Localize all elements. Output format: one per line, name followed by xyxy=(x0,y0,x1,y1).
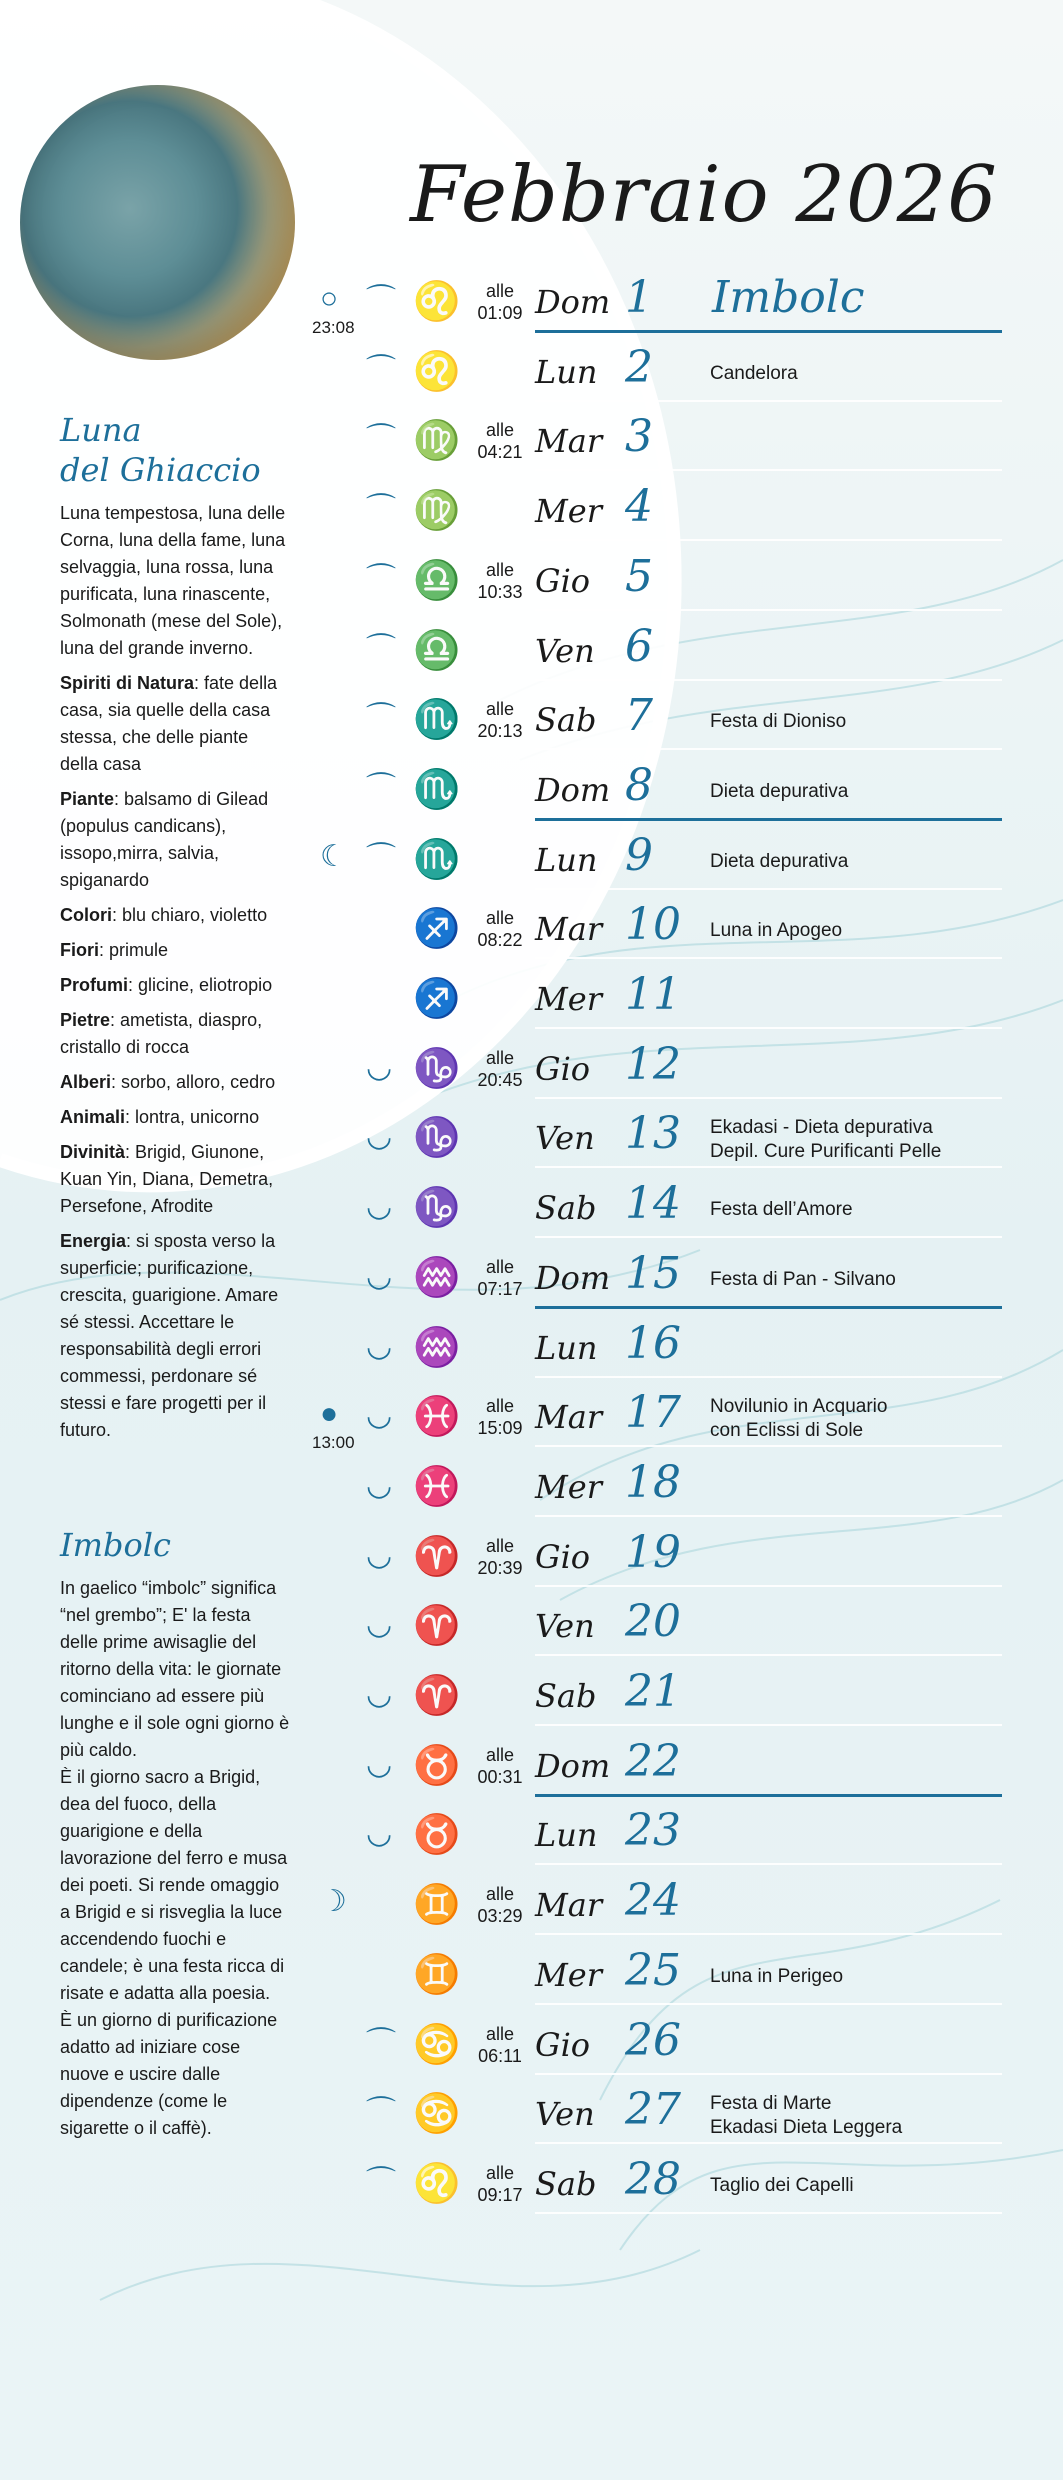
time-value: 08:22 xyxy=(477,930,523,951)
moon-waxing-arc-icon: ⌒ xyxy=(366,2165,396,2199)
weekday-label: Lun xyxy=(535,1328,598,1367)
time-value: 06:11 xyxy=(478,2045,522,2066)
attribute-value: : ametista, diaspro, cristallo di rocca xyxy=(60,1010,263,1057)
pisces-icon: ♓ xyxy=(413,1465,461,1508)
moon-waxing-arc-icon: ◡ xyxy=(366,1817,393,1851)
moon-waxing-arc-icon: ◡ xyxy=(366,1747,393,1781)
new-moon-icon: ● xyxy=(320,1397,339,1431)
moon-phase-time: 13:00 xyxy=(312,1433,355,1453)
day-number: 24 xyxy=(625,1875,681,1927)
weekday-label: Gio xyxy=(535,1537,591,1576)
attribute-label: Profumi xyxy=(60,975,129,995)
attribute-value: : primule xyxy=(99,940,169,960)
attribute-value: : glicine, eliotropio xyxy=(128,975,273,995)
event-line: Depil. Cure Purificanti Pelle xyxy=(710,1141,942,1163)
day-event xyxy=(710,1965,843,1989)
weekday-label: Dom xyxy=(535,1258,611,1297)
pisces-icon: ♓ xyxy=(413,1396,461,1439)
alle-label: alle xyxy=(485,2162,515,2183)
weekday-label: Lun xyxy=(535,1816,598,1855)
time-value: 20:39 xyxy=(477,1557,523,1578)
calendar-row xyxy=(0,1805,1063,1865)
calendar-row xyxy=(0,2084,1063,2144)
day-event xyxy=(710,780,848,804)
calendar-row xyxy=(0,830,1063,890)
day-number: 3 xyxy=(625,411,653,463)
moon-intro: Luna tempestosa, luna delle Corna, luna della fame, luna selvaggia, luna rossa, luna purificata, luna rinascente, Solmonath (mese del Sole), luna del grande inverno. xyxy=(60,503,286,658)
libra-icon: ♎ xyxy=(413,559,461,602)
moon-waxing-arc-icon: ⌒ xyxy=(366,562,396,596)
event-line: Luna in Perigeo xyxy=(710,1965,844,1987)
moon-waxing-arc-icon: ⌒ xyxy=(366,353,396,387)
moon-waxing-arc-icon: ⌒ xyxy=(366,841,396,875)
alle-label: alle xyxy=(485,1256,515,1277)
time-value: 10:33 xyxy=(477,581,523,602)
weekday-label: Lun xyxy=(535,352,598,391)
event-line: Luna in Apogeo xyxy=(710,920,843,942)
day-number: 1 xyxy=(625,272,653,323)
day-number: 6 xyxy=(625,620,653,672)
alle-label: alle xyxy=(485,420,515,441)
time-value: 04:21 xyxy=(477,442,523,463)
weekday-label: Mer xyxy=(535,492,602,531)
alle-label: alle xyxy=(485,1744,515,1765)
weekday-label: Mer xyxy=(535,1467,602,1506)
weekday-label: Mar xyxy=(535,910,603,949)
sign-change-time xyxy=(470,280,530,324)
attribute-value: : lontra, unicorno xyxy=(125,1107,260,1127)
moon-waxing-arc-icon: ⌒ xyxy=(366,493,396,527)
imbolc-paragraph: In gaelico “imbolc” significa “nel grembo”; E' la festa delle prime awisaglie del ritorno della vita: le giornate cominciano ad essere più lunghe e il sole ogni giorno è più caldo. xyxy=(60,1578,290,1760)
calendar-row xyxy=(0,1387,1063,1453)
calendar-row xyxy=(0,760,1063,820)
sagittarius-icon: ♐ xyxy=(413,978,461,1020)
day-number: 22 xyxy=(625,1735,681,1787)
calendar-row xyxy=(0,1527,1063,1587)
time-value: 20:45 xyxy=(477,1069,523,1090)
day-number: 25 xyxy=(625,1944,681,1996)
sign-change-time xyxy=(470,907,530,951)
day-number: 18 xyxy=(625,1456,681,1508)
day-number: 14 xyxy=(625,1178,681,1230)
attribute-label: Fiori xyxy=(60,940,99,960)
calendar-row xyxy=(0,1108,1063,1168)
weekday-label: Sab xyxy=(535,1677,597,1715)
moon-waxing-arc-icon: ⌒ xyxy=(366,284,396,317)
alle-label: alle xyxy=(485,699,515,720)
scorpio-icon: ♏ xyxy=(413,699,461,742)
day-number: 28 xyxy=(625,2153,681,2205)
calendar-row xyxy=(0,2015,1063,2075)
virgo-icon: ♍ xyxy=(413,490,461,533)
time-value: 00:31 xyxy=(477,1766,523,1787)
day-number: 5 xyxy=(625,550,653,602)
moon-waxing-arc-icon: ◡ xyxy=(366,1259,393,1293)
sign-change-time xyxy=(470,2023,530,2067)
day-number: 2 xyxy=(625,341,653,393)
day-event xyxy=(710,2174,854,2198)
day-number: 8 xyxy=(625,759,653,811)
attribute-value: : blu chiaro, violetto xyxy=(112,905,268,925)
weekday-label: Gio xyxy=(535,2025,591,2064)
weekday-label: Lun xyxy=(535,840,598,879)
attribute-value: : si sposta verso la superficie; purificazione, crescita, guarigione. Amare sé stessi. Accettare le responsabilità degli errori commessi, perdonare sé stessi e fare progetti per il futuro. xyxy=(60,1231,279,1440)
sagittarius-icon: ♐ xyxy=(413,908,461,951)
day-number: 12 xyxy=(625,1038,681,1090)
day-event xyxy=(710,1116,941,1164)
attribute-label: Colori xyxy=(60,905,112,925)
day-number: 27 xyxy=(625,2084,681,2136)
weekday-label: Ven xyxy=(535,2095,595,2134)
moon-waxing-arc-icon: ⌒ xyxy=(366,2096,396,2130)
day-number: 21 xyxy=(625,1666,681,1717)
calendar-row xyxy=(0,1039,1063,1099)
event-line: Taglio dei Capelli xyxy=(710,2174,854,2196)
alle-label: alle xyxy=(485,1884,515,1905)
calendar-row xyxy=(0,1457,1063,1517)
day-number: 20 xyxy=(625,1596,681,1648)
attribute-label: Energia xyxy=(60,1231,127,1251)
aries-icon: ♈ xyxy=(413,1535,461,1578)
weekday-label: Mar xyxy=(535,1886,603,1925)
scorpio-icon: ♏ xyxy=(413,768,461,811)
weekday-label: Mar xyxy=(535,422,603,461)
scorpio-icon: ♏ xyxy=(413,838,461,881)
event-line: Festa di Marte xyxy=(710,2093,832,2115)
day-event xyxy=(710,362,798,386)
calendar-row xyxy=(0,621,1063,681)
sign-change-time xyxy=(470,1535,530,1579)
sign-change-time xyxy=(470,419,530,463)
moon-name-heading: Luna del Ghiaccio xyxy=(60,411,261,489)
calendar-row xyxy=(0,1945,1063,2005)
moon-waxing-arc-icon: ◡ xyxy=(366,1399,393,1433)
day-event xyxy=(710,1268,896,1292)
moon-waxing-arc-icon: ⌒ xyxy=(366,632,396,666)
weekday-label: Sab xyxy=(535,701,597,740)
weekday-label: Mer xyxy=(535,980,602,1018)
day-event xyxy=(710,710,846,734)
sign-change-time xyxy=(470,1744,530,1788)
attribute-value: : balsamo di Gilead (populus candicans), issopo,mirra, salvia, spiganardo xyxy=(60,789,269,890)
leo-icon: ♌ xyxy=(413,281,461,323)
weekday-label: Dom xyxy=(535,283,611,321)
virgo-icon: ♍ xyxy=(413,420,461,463)
aquarius-icon: ♒ xyxy=(413,1326,461,1369)
time-value: 20:13 xyxy=(477,721,523,742)
weekday-label: Dom xyxy=(535,770,611,809)
gemini-icon: ♊ xyxy=(413,1953,461,1996)
moon-waxing-arc-icon: ◡ xyxy=(366,1608,393,1642)
event-line: Festa di Dioniso xyxy=(710,711,847,733)
moon-waxing-arc-icon: ◡ xyxy=(366,1050,393,1084)
sign-change-time xyxy=(470,1047,530,1091)
attribute-value: : fate della casa, sia quelle della casa stessa, che delle piante della casa xyxy=(60,673,278,774)
attribute-label: Piante xyxy=(60,789,115,809)
aquarius-icon: ♒ xyxy=(413,1256,461,1299)
event-line: Dieta depurativa xyxy=(710,780,849,802)
last-quarter-icon: ☾ xyxy=(320,839,347,873)
moon-waxing-arc-icon: ⌒ xyxy=(366,771,396,805)
moon-waxing-arc-icon: ◡ xyxy=(366,1678,393,1711)
moon-waxing-arc-icon: ⌒ xyxy=(366,423,396,457)
event-line: Candelora xyxy=(710,362,798,384)
day-event xyxy=(710,919,842,943)
calendar-row xyxy=(0,272,1063,337)
weekday-label: Sab xyxy=(535,2164,597,2203)
day-event xyxy=(710,1395,887,1443)
time-value: 07:17 xyxy=(477,1278,523,1299)
capricorn-icon: ♑ xyxy=(413,1187,461,1230)
festival-name: Imbolc xyxy=(712,272,865,323)
event-line: Ekadasi Dieta Leggera xyxy=(710,2117,903,2139)
day-number: 9 xyxy=(625,829,653,881)
leo-icon: ♌ xyxy=(413,2162,461,2205)
attribute-label: Spiriti di Natura xyxy=(60,673,195,693)
attribute-label: Animali xyxy=(60,1107,126,1127)
weekday-label: Gio xyxy=(535,561,591,600)
event-line: Ekadasi - Dieta depurativa xyxy=(710,1117,933,1139)
day-number: 19 xyxy=(625,1526,681,1578)
moon-waxing-arc-icon: ◡ xyxy=(366,1468,393,1502)
taurus-icon: ♉ xyxy=(413,1814,461,1857)
moon-waxing-arc-icon: ◡ xyxy=(366,1538,393,1572)
moon-waxing-arc-icon: ◡ xyxy=(366,1190,393,1224)
alle-label: alle xyxy=(485,908,515,929)
calendar-row xyxy=(0,481,1063,541)
alle-label: alle xyxy=(485,281,515,301)
day-event xyxy=(710,2092,902,2140)
time-value: 01:09 xyxy=(477,303,523,323)
alle-label: alle xyxy=(485,1047,515,1068)
capricorn-icon: ♑ xyxy=(413,1117,461,1160)
sign-change-time xyxy=(470,2162,530,2206)
leo-icon: ♌ xyxy=(413,350,461,393)
calendar-row xyxy=(0,2154,1063,2214)
first-quarter-icon: ☽ xyxy=(320,1885,347,1919)
calendar-row xyxy=(0,1178,1063,1238)
alle-label: alle xyxy=(485,1535,515,1556)
weekday-label: Ven xyxy=(535,1119,595,1158)
imbolc-paragraph: È il giorno sacro a Brigid, dea del fuoco, della guarigione e della lavorazione del ferro e musa dei poeti. Si rende omaggio a Brigid e si risveglia la luce accendendo fuochi e candele; è una festa ricca di risate e adatta alla poesia. xyxy=(60,1767,288,2003)
attribute-label: Pietre xyxy=(60,1010,111,1030)
full-moon-icon: ○ xyxy=(320,282,339,315)
calendar-row xyxy=(0,1736,1063,1796)
day-number: 7 xyxy=(625,690,653,742)
day-number: 23 xyxy=(625,1805,681,1857)
imbolc-paragraph: È un giorno di purificazione adatto ad iniziare cose nuove e uscire dalle dipendenze (come le sigarette o il caffè). xyxy=(60,2010,278,2138)
calendar-row xyxy=(0,969,1063,1029)
aries-icon: ♈ xyxy=(413,1605,461,1648)
day-event xyxy=(710,850,848,874)
sign-change-time xyxy=(470,559,530,603)
weekday-label: Mer xyxy=(535,1955,602,1994)
day-event xyxy=(710,1198,853,1222)
weekday-label: Gio xyxy=(535,1049,591,1088)
calendar-row xyxy=(0,411,1063,471)
moon-waxing-arc-icon: ◡ xyxy=(366,1329,393,1363)
weekday-label: Dom xyxy=(535,1746,611,1785)
weekday-label: Ven xyxy=(535,1607,595,1646)
weekday-label: Mar xyxy=(535,1398,603,1437)
moon-waxing-arc-icon: ⌒ xyxy=(366,2026,396,2060)
calendar-row xyxy=(0,899,1063,959)
imbolc-heading: Imbolc xyxy=(60,1526,171,1564)
calendar-row xyxy=(0,1596,1063,1656)
time-value: 09:17 xyxy=(477,2184,523,2205)
page-title: Febbraio 2026 xyxy=(410,150,998,240)
event-line: Novilunio in Acquario xyxy=(710,1396,888,1418)
day-number: 4 xyxy=(625,481,653,533)
cancer-icon: ♋ xyxy=(413,2093,461,2136)
day-number: 26 xyxy=(625,2014,681,2066)
moon-phase-time: 23:08 xyxy=(312,318,355,337)
sign-change-time xyxy=(470,698,530,742)
calendar-row xyxy=(0,690,1063,750)
attribute-label: Divinità xyxy=(60,1142,126,1162)
time-value: 15:09 xyxy=(477,1418,523,1439)
capricorn-icon: ♑ xyxy=(413,1047,461,1090)
weekday-label: Ven xyxy=(535,631,595,670)
sign-change-time xyxy=(470,1395,530,1439)
event-line: Dieta depurativa xyxy=(710,850,849,872)
event-line: Festa dell’Amore xyxy=(710,1199,853,1221)
cancer-icon: ♋ xyxy=(413,2023,461,2066)
sign-change-time xyxy=(470,1256,530,1300)
attribute-value: : sorbo, alloro, cedro xyxy=(111,1072,276,1092)
moon-waxing-arc-icon: ◡ xyxy=(366,1120,393,1154)
attribute-label: Alberi xyxy=(60,1072,112,1092)
day-number: 10 xyxy=(625,899,681,951)
calendar-row xyxy=(0,342,1063,402)
calendar-row xyxy=(0,1666,1063,1726)
attribute-value: : Brigid, Giunone, Kuan Yin, Diana, Demetra, Persefone, Afrodite xyxy=(60,1142,274,1216)
day-number: 16 xyxy=(625,1317,681,1369)
alle-label: alle xyxy=(485,559,515,580)
weekday-label: Sab xyxy=(535,1189,597,1228)
calendar-row xyxy=(0,1248,1063,1308)
taurus-icon: ♉ xyxy=(413,1744,461,1787)
calendar-row xyxy=(0,1318,1063,1378)
time-value: 03:29 xyxy=(477,1906,523,1927)
sign-change-time xyxy=(470,1883,530,1927)
event-line: Festa di Pan - Silvano xyxy=(710,1268,896,1290)
alle-label: alle xyxy=(485,1396,515,1417)
day-number: 17 xyxy=(625,1387,681,1439)
alle-label: alle xyxy=(485,2023,515,2044)
libra-icon: ♎ xyxy=(413,629,461,672)
day-number: 11 xyxy=(625,969,681,1020)
calendar-row xyxy=(0,551,1063,611)
aries-icon: ♈ xyxy=(413,1675,461,1717)
event-line: con Eclissi di Sole xyxy=(710,1420,864,1442)
calendar-row xyxy=(0,1875,1063,1935)
moon-waxing-arc-icon: ⌒ xyxy=(366,702,396,736)
day-number: 13 xyxy=(625,1108,681,1160)
day-number: 15 xyxy=(625,1247,681,1299)
gemini-icon: ♊ xyxy=(413,1884,461,1927)
